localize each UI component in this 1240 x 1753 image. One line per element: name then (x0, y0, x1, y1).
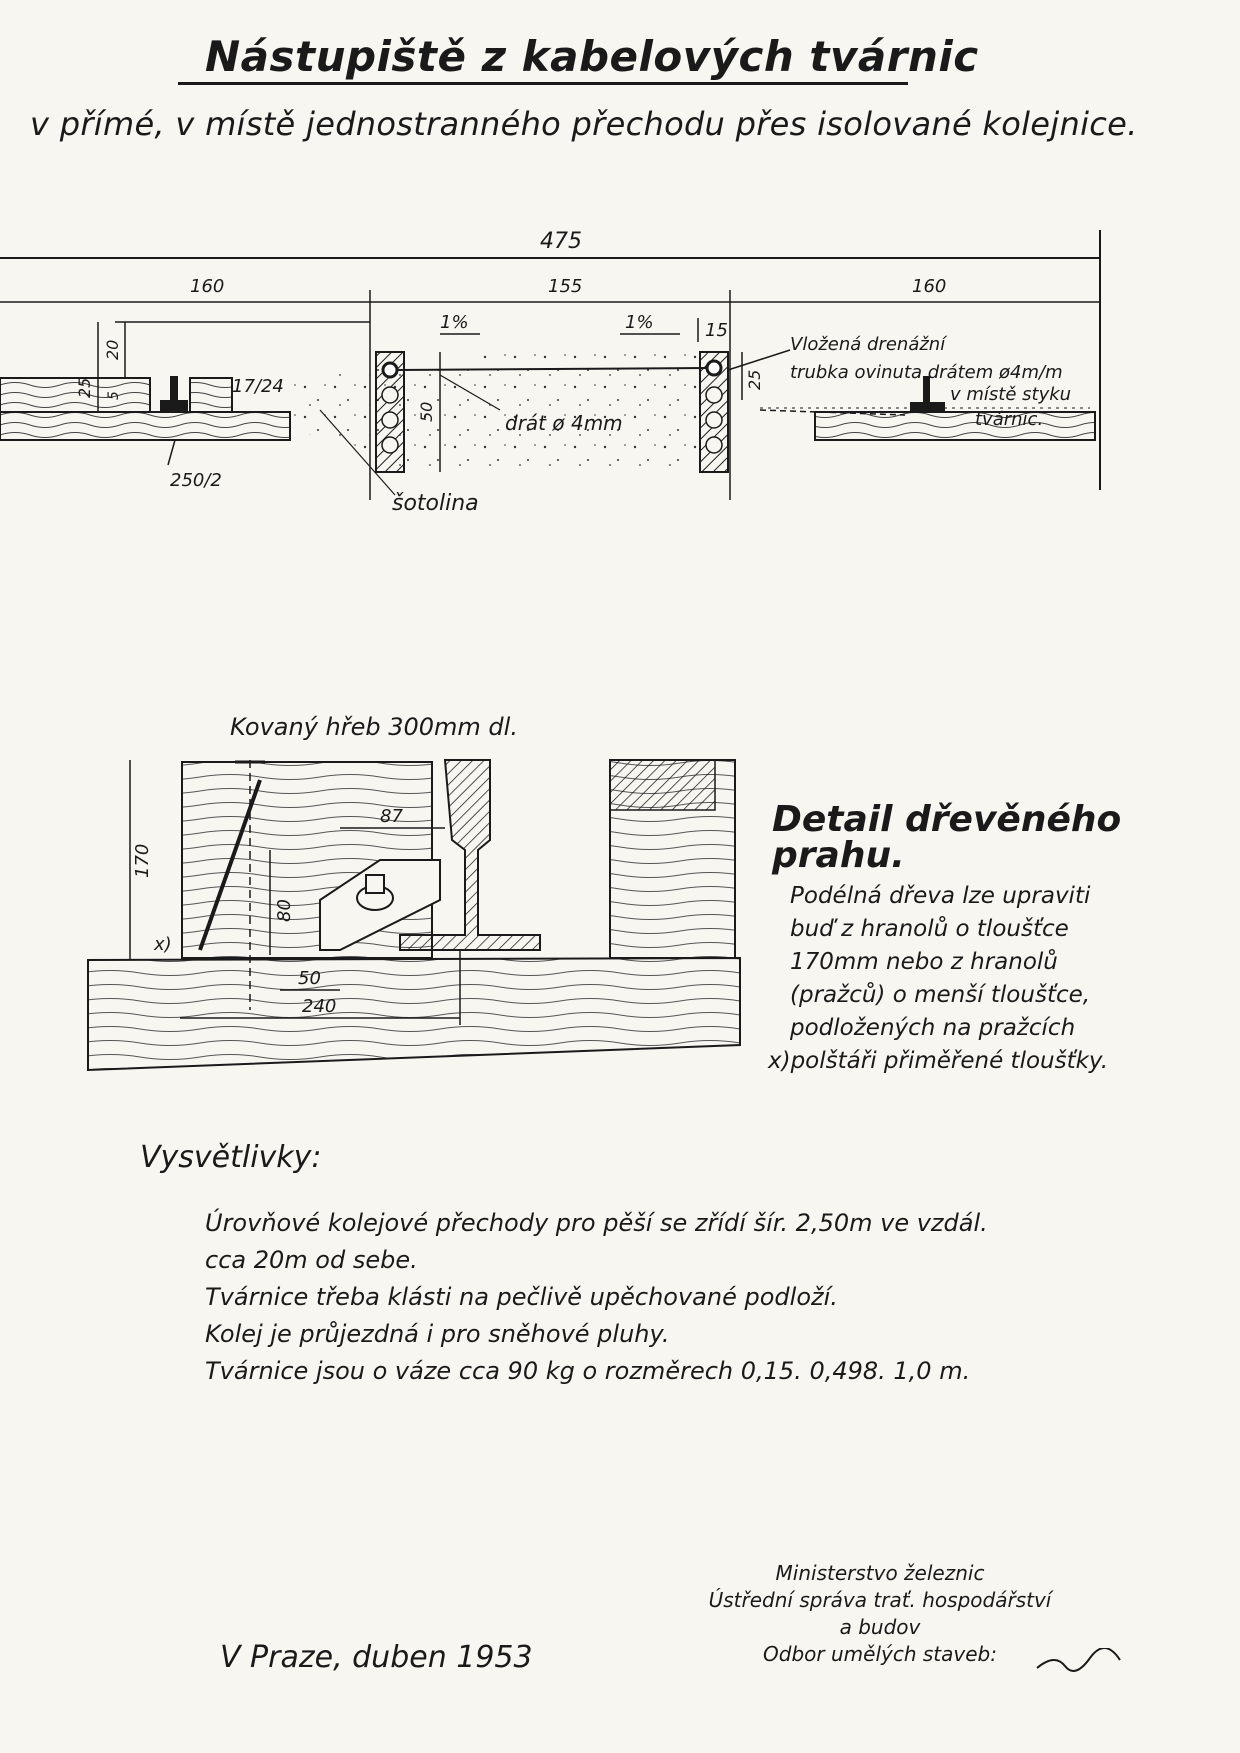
dim-240: 240 (302, 996, 337, 1017)
explanations-heading: Vysvětlivky: (140, 1140, 322, 1175)
explanation-item: Úrovňové kolejové přechody pro pěší se zřídí šír. 2,50m ve vzdál. (205, 1209, 988, 1237)
signature (1035, 1648, 1125, 1678)
detail-notes (768, 880, 1190, 1078)
note-drain-1: Vložená drenážní (790, 334, 946, 355)
dim-250-2: 250/2 (170, 470, 222, 491)
dim-15: 15 (705, 320, 728, 341)
slope-left: 1% (440, 312, 469, 333)
explanation-item: Tvárnice třeba klásti na pečlivě upěchované podloží. (205, 1283, 838, 1311)
dim-5: 5 (106, 391, 122, 400)
explanation-item: Kolej je průjezdná i pro sněhové pluhy. (205, 1320, 670, 1348)
detail-note: Podélná dřeva lze upraviti (790, 883, 1091, 909)
dim-25-right: 25 (745, 369, 764, 390)
dim-left: 160 (190, 276, 225, 297)
place-date: V Praze, duben 1953 (220, 1640, 533, 1675)
dim-87: 87 (380, 806, 403, 827)
mark-x: x) (154, 934, 172, 955)
ministry-line: Odbor umělých staveb: (763, 1642, 997, 1666)
nail-label: Kovaný hřeb 300mm dl. (230, 713, 518, 741)
label-wire: drát ø 4mm (505, 411, 623, 435)
note-drain-3: v místě styku (950, 384, 1072, 405)
dim-20: 20 (103, 339, 122, 360)
detail-note: x)polštáři přiměřené tloušťky. (768, 1048, 1109, 1074)
explanations-list (205, 1205, 988, 1390)
title-underline (178, 82, 908, 85)
detail-note: podložených na pražcích (790, 1015, 1076, 1041)
explanation-item: cca 20m od sebe. (205, 1246, 418, 1274)
dim-middle: 155 (548, 276, 583, 297)
page-title: Nástupiště z kabelových tvárnic (205, 32, 979, 81)
note-drain-4: tvárnic. (975, 409, 1044, 430)
label-gravel: šotolina (392, 491, 479, 516)
dim-80: 80 (274, 899, 295, 922)
detail-note: buď z hranolů o tloušťce (790, 916, 1069, 942)
dim-right: 160 (912, 276, 947, 297)
dim-total: 475 (540, 229, 582, 254)
dim-170: 170 (132, 843, 153, 878)
cross-section-drawing (0, 200, 1240, 760)
explanation-item: Tvárnice jsou o váze cca 90 kg o rozměrech 0,15. 0,498. 1,0 m. (205, 1357, 971, 1385)
dim-25-left: 25 (75, 377, 94, 398)
ministry-line: Ministerstvo železnic (775, 1561, 985, 1585)
detail-note: 170mm nebo z hranolů (790, 949, 1058, 975)
dim-50-detail: 50 (298, 968, 321, 989)
detail-note: (pražců) o menší tloušťce, (790, 982, 1091, 1008)
page-subtitle: v přímé, v místě jednostranného přechodu přes isolované kolejnice. (30, 105, 1138, 143)
detail-drawing (80, 700, 860, 1100)
ministry-line: Ústřední správa trať. hospodářství (708, 1588, 1052, 1612)
ministry-block (700, 1560, 1060, 1668)
ministry-line: a budov (839, 1615, 921, 1639)
dim-50: 50 (417, 401, 436, 422)
slope-right: 1% (625, 312, 654, 333)
dim-17-24: 17/24 (232, 376, 284, 397)
note-drain-2: trubka ovinuta drátem ø4m/m (790, 362, 1063, 383)
detail-title: Detail dřevěného prahu. (772, 799, 1122, 876)
